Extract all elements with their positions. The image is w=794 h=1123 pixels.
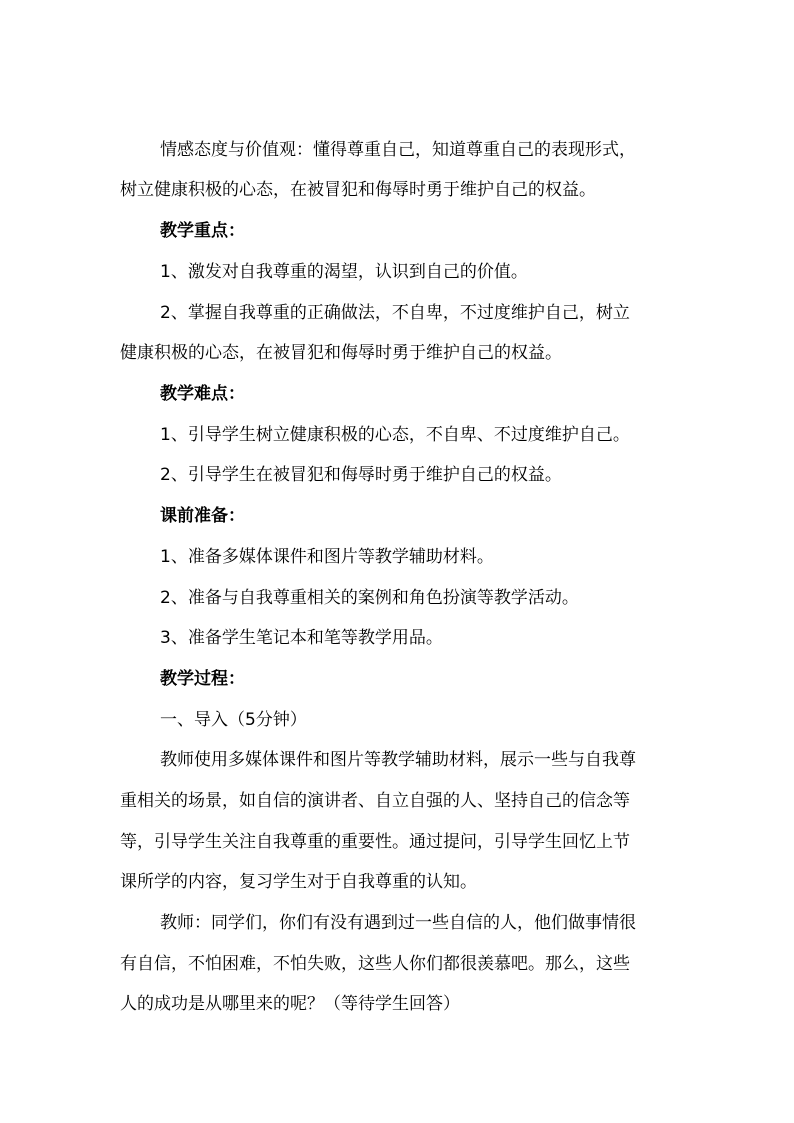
text-line: 人的成功是从哪里来的呢？（等待学生回答） (120, 994, 460, 1014)
section-heading: 课前准备： (160, 506, 245, 526)
list-item: 2、掌握自我尊重的正确做法，不自卑，不过度维护自己，树立 (160, 303, 630, 323)
text-line: 等，引导学生关注自我尊重的重要性。通过提问，引导学生回忆上节 (120, 832, 630, 852)
subsection-heading: 一、导入（5分钟） (160, 710, 307, 730)
list-item: 2、引导学生在被冒犯和侮辱时勇于维护自己的权益。 (160, 465, 562, 485)
list-item: 1、激发对自我尊重的渴望，认识到自己的价值。 (160, 262, 528, 282)
section-heading: 教学过程： (160, 669, 245, 689)
list-item: 3、准备学生笔记本和笔等教学用品。 (160, 628, 443, 648)
text-line: 重相关的场景，如自信的演讲者、自立自强的人、坚持自己的信念等 (120, 791, 630, 811)
list-item: 1、准备多媒体课件和图片等教学辅助材料。 (160, 547, 494, 567)
text-line: 情感态度与价值观：懂得尊重自己，知道尊重自己的表现形式， (160, 140, 636, 160)
text-line: 有自信，不怕困难，不怕失败，这些人你们都很羡慕吧。那么，这些 (120, 954, 630, 974)
text-line: 教师使用多媒体课件和图片等教学辅助材料，展示一些与自我尊 (160, 750, 636, 770)
section-heading: 教学重点： (160, 221, 245, 241)
text-line: 教师：同学们，你们有没有遇到过一些自信的人，他们做事情很 (160, 913, 636, 933)
text-line: 健康积极的心态，在被冒犯和侮辱时勇于维护自己的权益。 (120, 343, 562, 363)
list-item: 1、引导学生树立健康积极的心态，不自卑、不过度维护自己。 (160, 425, 630, 445)
section-heading: 教学难点： (160, 384, 245, 404)
text-line: 树立健康积极的心态，在被冒犯和侮辱时勇于维护自己的权益。 (120, 180, 596, 200)
list-item: 2、准备与自我尊重相关的案例和角色扮演等教学活动。 (160, 588, 579, 608)
text-line: 课所学的内容，复习学生对于自我尊重的认知。 (120, 872, 477, 892)
